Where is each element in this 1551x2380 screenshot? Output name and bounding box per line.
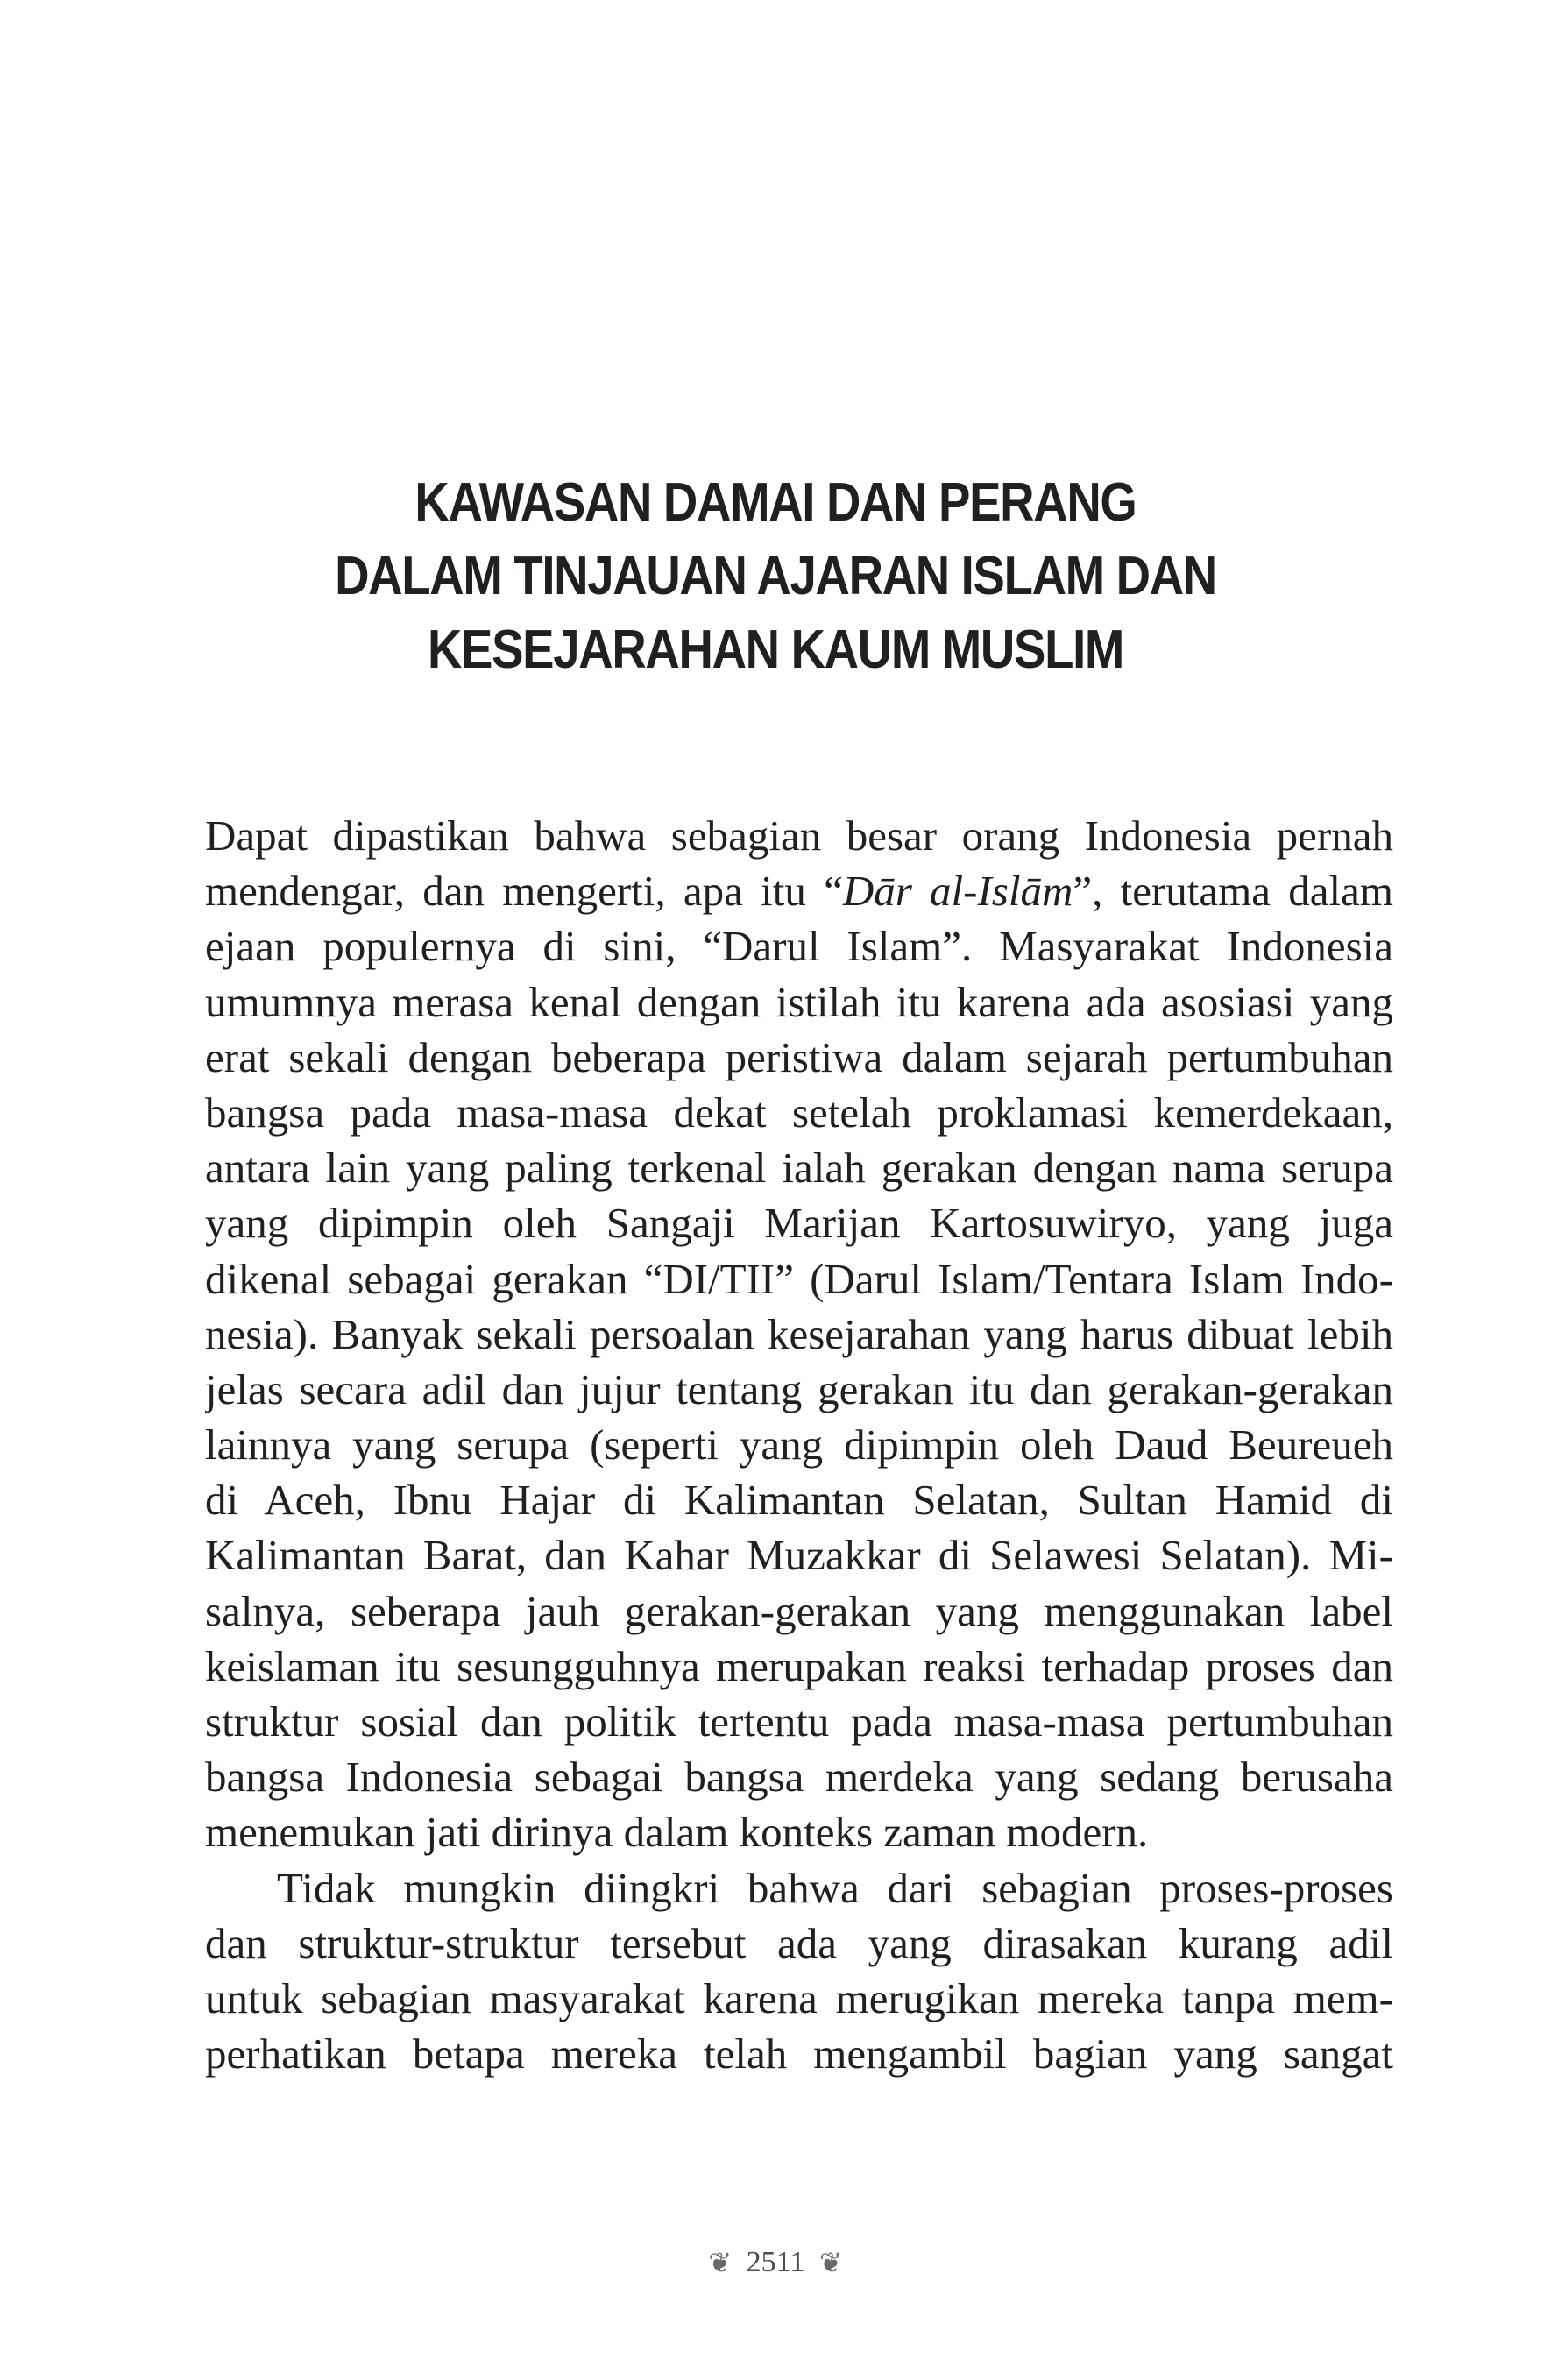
text-line: ejaan populernya di sini, “Darul Islam”. Masyarakat Indonesia	[205, 922, 1393, 971]
text-run: mendengar, dan mengerti, apa itu “	[205, 867, 843, 916]
text-line: dikenal sebagai gerakan “DI/TII” (Darul Islam/Tentara Islam Indo-	[205, 1254, 1393, 1303]
text-line: nesia). Banyak sekali persoalan kesejarahan yang harus dibuat lebih	[205, 1309, 1393, 1358]
text-line: bangsa pada masa-masa dekat setelah proklamasi kemerdekaan,	[205, 1087, 1393, 1137]
text-line: yang dipimpin oleh Sangaji Marijan Kartosuwiryo, yang juga	[205, 1199, 1393, 1248]
text-line: Kalimantan Barat, dan Kahar Muzakkar di Selawesi Selatan). Mi-	[205, 1531, 1393, 1580]
text-line: bangsa Indonesia sebagai bangsa merdeka yang sedang berusaha	[205, 1753, 1393, 1802]
text-line: perhatikan betapa mereka telah mengambil bagian yang sangat	[205, 2029, 1393, 2079]
text-line	[205, 863, 1393, 918]
page-number: 2511	[746, 2246, 805, 2279]
text-line: umumnya merasa kenal dengan istilah itu karena ada asosiasi yang	[205, 977, 1393, 1026]
chapter-title	[93, 466, 1458, 687]
ornament-right-icon: ❦	[818, 2247, 843, 2279]
text-line: untuk sebagian masyarakat karena merugikan mereka tanpa mem-	[205, 1973, 1393, 2022]
text-line: di Aceh, Ibnu Hajar di Kalimantan Selatan, Sultan Hamid di	[205, 1476, 1393, 1525]
text-line: keislaman itu sesungguhnya merupakan reaksi terhadap proses dan	[205, 1641, 1393, 1690]
chapter-title-line-1: KAWASAN DAMAI DAN PERANG	[414, 471, 1137, 533]
body-text	[205, 808, 1393, 2081]
text-line: menemukan jati dirinya dalam konteks zaman modern.	[205, 1808, 1149, 1857]
text-line: Dapat dipastikan bahwa sebagian besar orang Indonesia pernah	[205, 811, 1393, 860]
text-line: lainnya yang serupa (seperti yang dipimpin oleh Daud Beureueh	[205, 1420, 1393, 1470]
text-line: struktur sosial dan politik tertentu pada masa-masa pertumbuhan	[205, 1697, 1393, 1746]
text-line: dan struktur-struktur tersebut ada yang dirasakan kurang adil	[205, 1918, 1393, 1967]
text-line: erat sekali dengan beberapa peristiwa dalam sejarah pertumbuhan	[205, 1032, 1393, 1081]
chapter-title-line-3: KESEJARAHAN KAUM MUSLIM	[427, 619, 1124, 680]
ornament-left-icon: ❦	[708, 2247, 733, 2279]
text-run: ”, terutama dalam	[1073, 867, 1393, 916]
chapter-title-line-2: DALAM TINJAUAN AJARAN ISLAM DAN	[335, 545, 1216, 606]
paragraph-1	[205, 808, 1393, 1860]
text-line: salnya, seberapa jauh gerakan-gerakan yang menggunakan label	[205, 1586, 1393, 1635]
italic-term: Dār al-Islām	[842, 867, 1073, 916]
page-footer	[0, 2243, 1551, 2280]
text-line: jelas secara adil dan jujur tentang gerakan itu dan gerakan-gerakan	[205, 1364, 1393, 1413]
text-line: antara lain yang paling terkenal ialah gerakan dengan nama serupa	[205, 1144, 1393, 1193]
paragraph-2	[205, 1860, 1393, 2082]
text-line: Tidak mungkin diingkri bahwa dari sebagian proses-proses	[277, 1863, 1393, 1912]
